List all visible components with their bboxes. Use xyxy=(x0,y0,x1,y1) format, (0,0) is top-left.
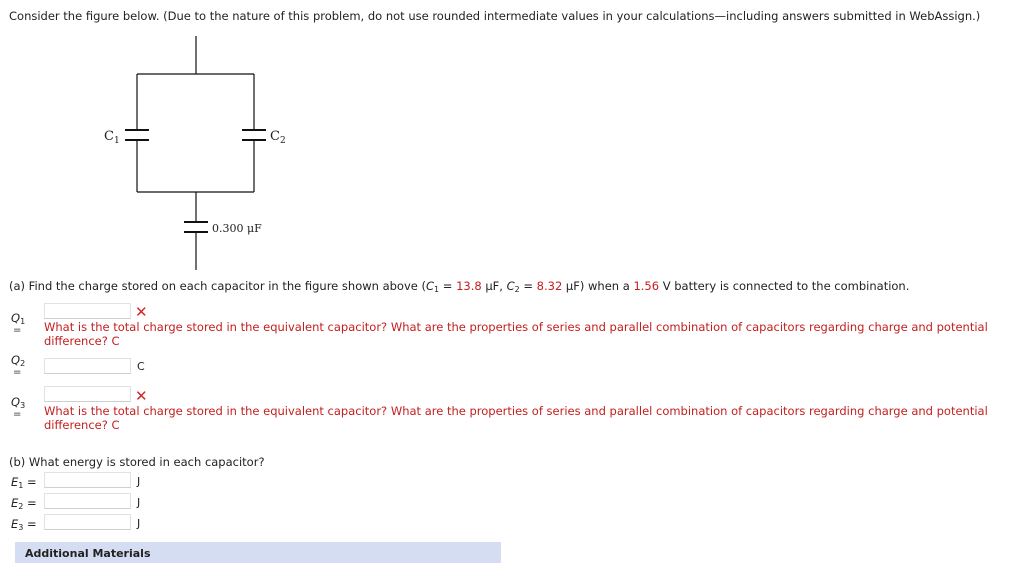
q3-label: $Q_3$ xyxy=(11,395,26,410)
q2-unit: C xyxy=(137,360,145,373)
x-mark-icon: ✕ xyxy=(135,303,148,321)
e1-unit: J xyxy=(137,475,141,488)
additional-materials-header[interactable]: Additional Materials xyxy=(15,542,501,563)
e3-answer-input[interactable] xyxy=(44,514,131,530)
e1-label: $E_1$ = xyxy=(11,475,37,490)
c1-figure-label: $C_1$ xyxy=(104,129,120,146)
part-b-question: (b) What energy is stored in each capacitor? xyxy=(9,455,265,469)
c2-figure-label: $C_2$ xyxy=(270,129,286,146)
e3-label: $E_3$ = xyxy=(11,517,37,532)
c3-value-label: 0.300 μF xyxy=(212,222,262,235)
q1-answer-input[interactable] xyxy=(44,303,131,319)
e2-unit: J xyxy=(137,496,141,509)
q3-feedback: What is the total charge stored in the equivalent capacitor? What are the properties of series and parallel combination of capacitors regarding charge and potential difference? C xyxy=(44,404,988,432)
circuit-diagram xyxy=(0,0,1024,275)
q2-equals: = xyxy=(13,367,22,378)
q2-label: $Q_2$ xyxy=(11,353,26,368)
e1-answer-input[interactable] xyxy=(44,472,131,488)
e2-answer-input[interactable] xyxy=(44,493,131,509)
q1-label: $Q_1$ xyxy=(11,311,26,326)
q3-answer-input[interactable] xyxy=(44,386,131,402)
q3-equals: = xyxy=(13,409,22,420)
q2-answer-input[interactable] xyxy=(44,358,131,374)
x-mark-icon: ✕ xyxy=(135,387,148,405)
e2-label: $E_2$ = xyxy=(11,496,37,511)
e3-unit: J xyxy=(137,517,141,530)
q1-equals: = xyxy=(13,325,22,336)
problem-intro: Consider the figure below. (Due to the nature of this problem, do not use rounded intermediate values in your calculations—including answers submitted in WebAssign.) xyxy=(9,9,981,23)
part-a-question: (a) Find the charge stored on each capacitor in the figure shown above ($C_1 = 13.8$ μF, $C_2 = 8.32$ μF) when a 1.56 V battery is connected to the combination. xyxy=(9,279,910,294)
q1-feedback: What is the total charge stored in the equivalent capacitor? What are the properties of series and parallel combination of capacitors regarding charge and potential difference? C xyxy=(44,320,988,348)
